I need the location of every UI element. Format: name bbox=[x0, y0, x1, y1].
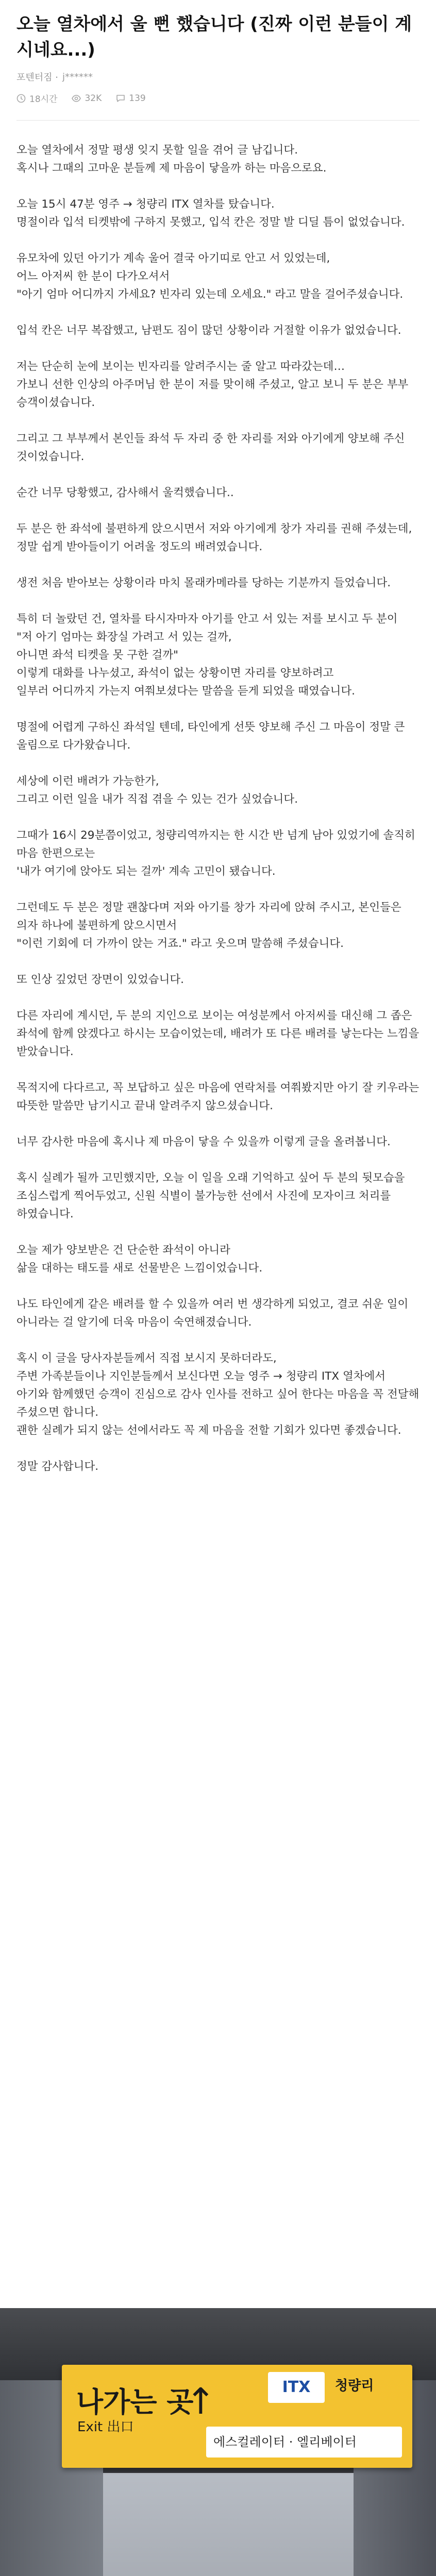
body-line: 명절에 어렵게 구하신 좌석일 텐데, 타인에게 선뜻 양보해 주신 그 마음이 정말 큰 울림으로 다가왔습니다. bbox=[16, 721, 405, 752]
body-line: 그리고 그 부부께서 본인들 좌석 두 자리 중 한 자리를 저와 아기에게 양보해 주신 것이었습니다. bbox=[16, 432, 405, 463]
post-stats bbox=[0, 83, 436, 105]
stat-comments[interactable] bbox=[116, 93, 145, 104]
body-paragraph bbox=[16, 195, 420, 231]
body-paragraph bbox=[16, 1458, 420, 1476]
post-body bbox=[0, 121, 436, 1476]
body-line: 입석 칸은 너무 복잡했고, 남편도 짐이 많던 상황이라 거절할 이유가 없었습니다. bbox=[16, 324, 401, 337]
sign-right-label: 청량리 bbox=[335, 2378, 374, 2394]
body-line: 오늘 열차에서 정말 평생 잊지 못할 일을 겪어 글 남깁니다. bbox=[16, 144, 298, 157]
body-paragraph bbox=[16, 484, 420, 502]
body-paragraph bbox=[16, 1169, 420, 1223]
station-sign bbox=[62, 2365, 412, 2468]
stat-views bbox=[72, 93, 102, 104]
body-paragraph bbox=[16, 249, 420, 303]
body-line: 일부러 어디까지 가는지 여쭤보셨다는 말씀을 듣게 되었을 때였습니다. bbox=[16, 685, 355, 698]
body-line: 오늘 15시 47분 영주 → 청량리 ITX 열차를 탔습니다. bbox=[16, 198, 275, 211]
body-line: 순간 너무 당황했고, 감사해서 울컥했습니다.. bbox=[16, 486, 234, 499]
body-paragraph bbox=[16, 1295, 420, 1331]
comment-icon bbox=[116, 94, 125, 103]
stat-time bbox=[16, 92, 57, 105]
body-line: 특히 더 놀랐던 건, 열차를 타시자마자 아기를 안고 서 있는 저를 보시고 두 분이 bbox=[16, 613, 398, 625]
body-line: 세상에 이런 배려가 가능한가, bbox=[16, 775, 159, 788]
body-line: 삶을 대하는 태도를 새로 선물받은 느낌이었습니다. bbox=[16, 1262, 263, 1275]
body-line: 생전 처음 받아보는 상황이라 마치 몰래카메라를 당하는 기분까지 들었습니다. bbox=[16, 577, 391, 589]
stat-time-value: 18시간 bbox=[29, 94, 58, 105]
body-paragraph bbox=[16, 899, 420, 953]
body-paragraph bbox=[16, 971, 420, 989]
body-line: 저는 단순히 눈에 보이는 빈자리를 알려주시는 줄 알고 따라갔는데… bbox=[16, 360, 345, 373]
body-line: 혹시나 그때의 고마운 분들께 제 마음이 닿을까 하는 마음으로요. bbox=[16, 162, 327, 175]
body-paragraph bbox=[16, 430, 420, 466]
body-line: "저 아기 엄마는 화장실 가려고 서 있는 걸까, bbox=[16, 631, 232, 643]
body-line: 유모차에 있던 아기가 계속 울어 결국 아기띠로 안고 서 있었는데, bbox=[16, 252, 330, 265]
body-paragraph bbox=[16, 1007, 420, 1061]
body-paragraph bbox=[16, 718, 420, 754]
body-line: 어느 아저씨 한 분이 다가오셔서 bbox=[16, 270, 170, 283]
body-paragraph bbox=[16, 1133, 420, 1151]
body-line: 또 인상 깊었던 장면이 있었습니다. bbox=[16, 973, 184, 986]
body-paragraph bbox=[16, 610, 420, 700]
body-line: 주변 가족분들이나 지인분들께서 보신다면 오늘 영주 → 청량리 ITX 열차에서 아기와 함께했던 승객이 진심으로 감사 인사를 전하고 싶어 한다는 마음을 꼭 전달해 주셨으면 합니다. bbox=[16, 1370, 420, 1419]
body-line: 목적지에 다다르고, 꼭 보답하고 싶은 마음에 연락처를 여쭤봤지만 아기 잘 키우라는 따뜻한 말씀만 남기시고 끝내 알려주지 않으셨습니다. bbox=[16, 1081, 420, 1112]
stat-views-value: 32K bbox=[85, 93, 102, 104]
body-line: 그런데도 두 분은 정말 괜찮다며 저와 아기를 창가 자리에 앉혀 주시고, 본인들은 의자 하나에 불편하게 앉으시면서 bbox=[16, 901, 401, 932]
body-line: "이런 기회에 더 가까이 앉는 거죠." 라고 웃으며 말씀해 주셨습니다. bbox=[16, 937, 344, 950]
body-paragraph bbox=[16, 1079, 420, 1115]
post-author-row bbox=[0, 63, 436, 83]
post-category[interactable]: 포텐터짐 · bbox=[16, 72, 58, 83]
body-line: 혹시 실례가 될까 고민했지만, 오늘 이 일을 오래 기억하고 싶어 두 분의 뒷모습을 조심스럽게 찍어두었고, 신원 식별이 불가능한 선에서 사진에 모자이크 처리를 하였습니다. bbox=[16, 1172, 405, 1221]
body-line: 오늘 제가 양보받은 건 단순한 좌석이 아니라 bbox=[16, 1244, 230, 1257]
body-line: "아기 엄마 어디까지 가세요? 빈자리 있는데 오세요." 라고 말을 걸어주셨습니다. bbox=[16, 288, 404, 301]
sign-arrow-icon: ↑ bbox=[186, 2380, 216, 2422]
body-paragraph bbox=[16, 1349, 420, 1439]
body-paragraph bbox=[16, 358, 420, 412]
body-line: 두 분은 한 좌석에 불편하게 앉으시면서 저와 아기에게 창가 자리를 권해 주셨는데, 정말 쉽게 받아들이기 어려울 정도의 배려였습니다. bbox=[16, 522, 412, 553]
body-line: 그때가 16시 29분쯤이었고, 청량리역까지는 한 시간 반 넘게 남아 있었기에 솔직히 마음 한편으로는 bbox=[16, 829, 415, 860]
body-line: 괜한 실례가 되지 않는 선에서라도 꼭 제 마음을 전할 기회가 있다면 좋겠습니다. bbox=[16, 1424, 401, 1437]
body-paragraph bbox=[16, 826, 420, 880]
body-line: 명절이라 입석 티켓밖에 구하지 못했고, 입석 칸은 정말 발 디딜 틈이 없었습니다. bbox=[16, 216, 405, 229]
body-line: 혹시 이 글을 당사자분들께서 직접 보시지 못하더라도, bbox=[16, 1352, 277, 1365]
body-line: 이렇게 대화를 나누셨고, 좌석이 없는 상황이면 자리를 양보하려고 bbox=[16, 667, 334, 680]
post-author[interactable]: j****** bbox=[62, 71, 93, 82]
body-line: 너무 감사한 마음에 혹시나 제 마음이 닿을 수 있을까 이렇게 글을 올려봅니다. bbox=[16, 1136, 391, 1148]
body-paragraph bbox=[16, 520, 420, 556]
eye-icon bbox=[72, 94, 81, 103]
body-paragraph bbox=[16, 574, 420, 592]
body-paragraph bbox=[16, 772, 420, 808]
photo-corridor bbox=[103, 2473, 354, 2576]
body-paragraph bbox=[16, 141, 420, 177]
body-line: 다른 자리에 계시던, 두 분의 지인으로 보이는 여성분께서 아저씨를 대신해 그 좁은 좌석에 함께 앉겠다고 하시는 모습이었는데, 배려가 또 다른 배려를 낳는다는 느낌을 받았습니다. bbox=[16, 1009, 420, 1058]
body-line: 가보니 선한 인상의 아주머님 한 분이 저를 맞이해 주셨고, 알고 보니 두 분은 부부 승객이셨습니다. bbox=[16, 378, 409, 409]
sign-exit-sub: Exit 出口 bbox=[77, 2419, 134, 2435]
body-paragraph bbox=[16, 321, 420, 340]
sign-exit-label: 나가는 곳 bbox=[76, 2386, 194, 2418]
clock-icon bbox=[16, 94, 26, 103]
stat-comments-value: 139 bbox=[129, 93, 146, 104]
body-line: '내가 여기에 앉아도 되는 걸까' 계속 고민이 됐습니다. bbox=[16, 865, 276, 878]
sign-itx-logo: ITX bbox=[268, 2372, 325, 2403]
body-paragraph bbox=[16, 1241, 420, 1277]
body-line: 나도 타인에게 같은 배려를 할 수 있을까 여러 번 생각하게 되었고, 결코 쉬운 일이 아니라는 걸 알기에 더욱 마음이 숙연해졌습니다. bbox=[16, 1298, 409, 1329]
body-line: 아니면 좌석 티켓을 못 구한 걸까" bbox=[16, 649, 179, 662]
body-line: 그리고 이런 일을 내가 직접 겪을 수 있는 건가 싶었습니다. bbox=[16, 793, 298, 806]
sign-bottom-label: 에스컬레이터 · 엘리베이터 bbox=[206, 2427, 402, 2458]
body-line: 정말 감사합니다. bbox=[16, 1460, 99, 1473]
post-photo bbox=[0, 2308, 436, 2576]
post-title: 오늘 열차에서 울 뻔 했습니다 (진짜 이런 분들이 계시네요...) bbox=[16, 14, 412, 60]
